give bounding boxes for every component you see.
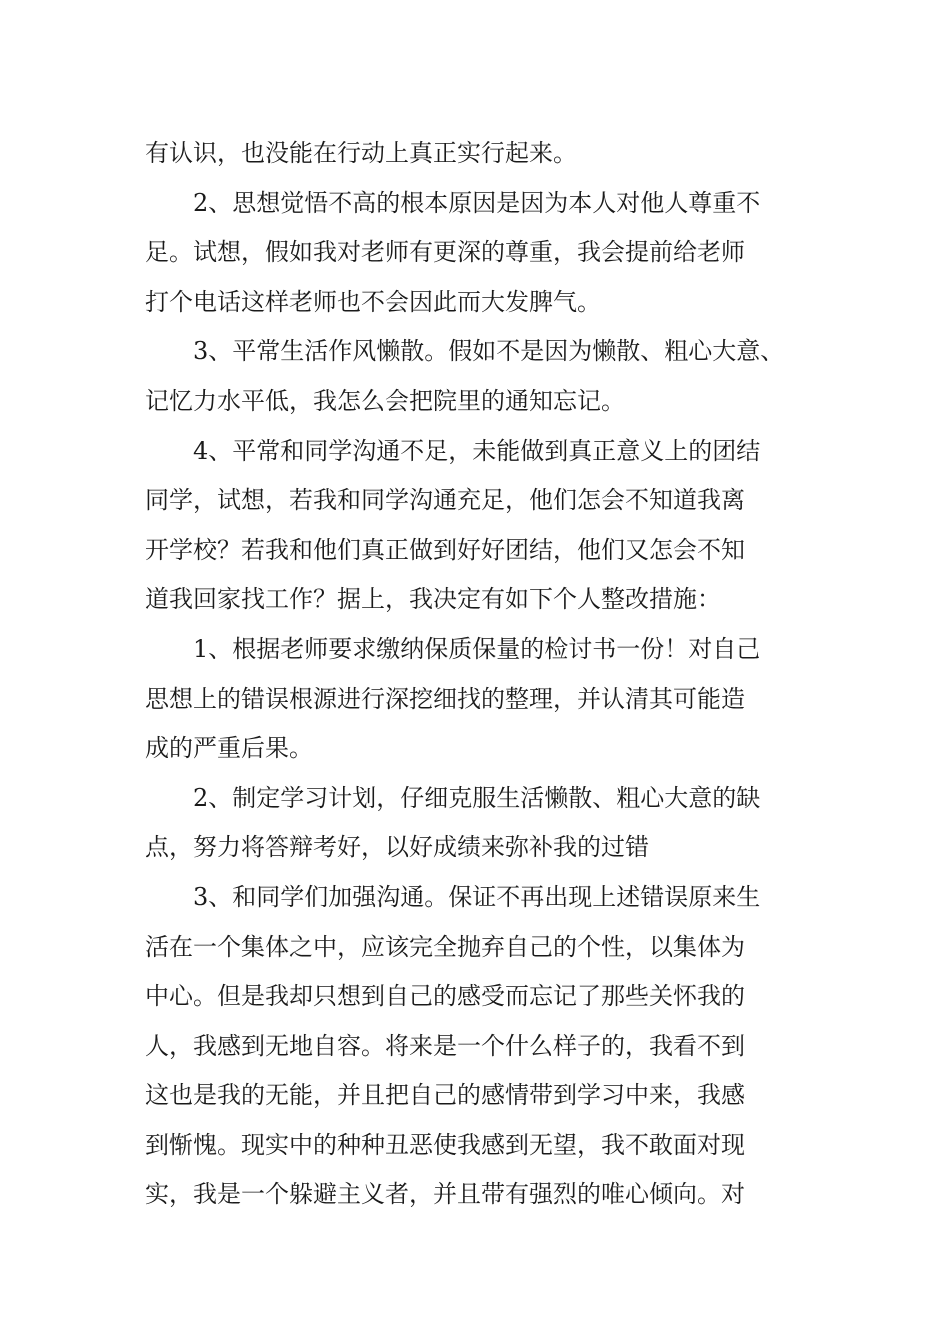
text-line: 打个电话这样老师也不会因此而大发脾气。 [145,287,601,316]
text-line: 记忆力水平低，我怎么会把院里的通知忘记。 [145,386,625,415]
text-line: 道我回家找工作？据上，我决定有如下个人整改措施： [145,585,721,614]
text-line: 有认识，也没能在行动上真正实行起来。 [145,139,577,167]
text-line: 中心。但是我却只想到自己的感受而忘记了那些关怀我的 [145,982,745,1011]
text-line: 成的严重后果。 [145,734,313,763]
text-line: 活在一个集体之中，应该完全抛弃自己的个性，以集体为 [145,932,745,961]
text-line: 1、根据老师要求缴纳保质保量的检讨书一份！对自己 [193,634,761,663]
text-line: 足。试想，假如我对老师有更深的尊重，我会提前给老师 [145,238,745,267]
text-line: 到惭愧。现实中的种种丑恶使我感到无望，我不敢面对现 [145,1130,745,1159]
document-body [145,129,815,1220]
text-line: 3、平常生活作风懒散。假如不是因为懒散、粗心大意、 [193,337,785,366]
text-line: 这也是我的无能，并且把自己的感情带到学习中来，我感 [145,1081,745,1110]
text-line: 4、平常和同学沟通不足，未能做到真正意义上的团结 [193,436,761,465]
text-line: 开学校？若我和他们真正做到好好团结，他们又怎会不知 [145,535,745,564]
text-line: 同学，试想，若我和同学沟通充足，他们怎会不知道我离 [145,486,745,515]
text-line: 思想上的错误根源进行深挖细找的整理，并认清其可能造 [145,684,745,713]
text-line: 3、和同学们加强沟通。保证不再出现上述错误原来生 [193,882,761,911]
text-line: 实，我是一个躲避主义者，并且带有强烈的唯心倾向。对 [145,1180,745,1209]
text-line: 2、制定学习计划，仔细克服生活懒散、粗心大意的缺 [193,783,761,812]
text-line: 点，努力将答辩考好，以好成绩来弥补我的过错 [145,833,649,862]
text-line: 人，我感到无地自容。将来是一个什么样子的，我看不到 [145,1031,745,1060]
text-line: 2、思想觉悟不高的根本原因是因为本人对他人尊重不 [193,188,761,217]
